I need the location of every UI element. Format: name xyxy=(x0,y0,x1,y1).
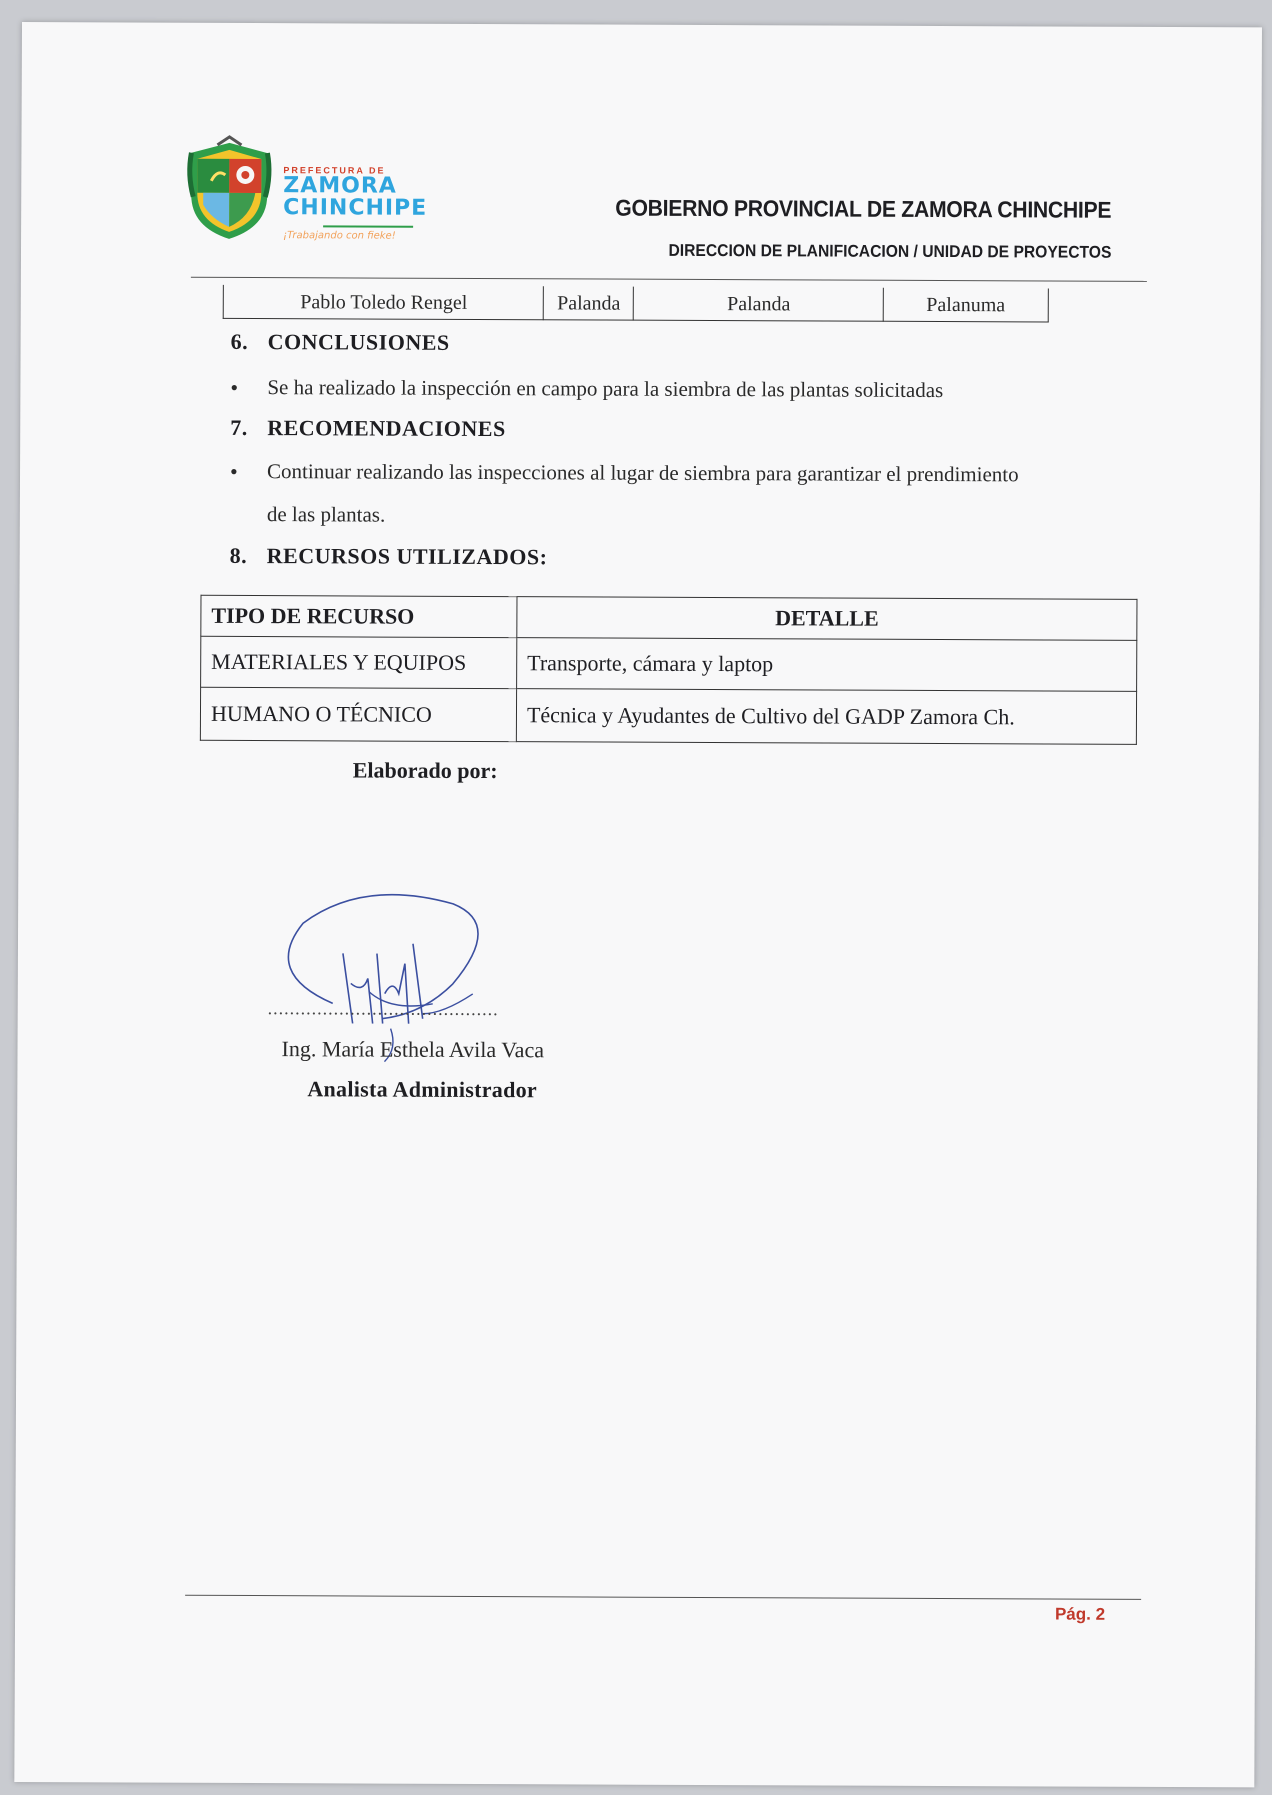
section-title: CONCLUSIONES xyxy=(267,329,450,355)
section-title: RECURSOS UTILIZADOS: xyxy=(266,543,548,570)
logo-name-zamora: ZAMORA xyxy=(283,173,397,199)
section-number: 7. xyxy=(230,414,248,440)
logo-name-chinchipe: CHINCHIPE xyxy=(283,195,428,221)
signer-name: Ing. María Esthela Avila Vaca xyxy=(281,1036,545,1063)
resources-table xyxy=(200,595,1138,745)
prefectura-wordmark xyxy=(283,165,427,242)
conclusion-bullet xyxy=(230,374,944,403)
section-number: 8. xyxy=(229,542,248,568)
signer-role: Analista Administrador xyxy=(307,1076,538,1103)
recommendation-bullet xyxy=(229,458,1019,487)
header-divider xyxy=(191,277,1147,282)
table-cell: HUMANO O TÉCNICO xyxy=(200,687,516,741)
previous-row-cell: Palanda xyxy=(543,286,634,320)
table-row xyxy=(201,636,1137,691)
section-title: RECOMENDACIONES xyxy=(267,415,506,442)
table-row xyxy=(200,687,1136,744)
header-subtitle: DIRECCION DE PLANIFICACION / UNIDAD DE PROYECTOS xyxy=(668,240,1112,262)
table-header-cell: DETALLE xyxy=(517,597,1137,641)
elaborado-por-label: Elaborado por: xyxy=(352,757,498,784)
signature-line: .......................................... xyxy=(267,998,499,1020)
page-number: Pág. 2 xyxy=(1054,1604,1106,1624)
section-heading-recomendaciones xyxy=(230,415,506,442)
footer-divider xyxy=(185,1595,1141,1600)
conclusion-text: Se ha realizado la inspección en campo para la siembra de las plantas solicitadas xyxy=(267,375,944,403)
previous-row-cell: Palanuma xyxy=(883,288,1049,323)
previous-table-row xyxy=(223,285,1049,323)
table-cell: Transporte, cámara y laptop xyxy=(517,638,1137,692)
recommendation-text-line1: Continuar realizando las inspecciones al lugar de siembra para garantizar el prendimiento xyxy=(266,459,1019,487)
prefectura-shield-logo xyxy=(181,135,278,250)
document-page xyxy=(14,22,1262,1787)
section-heading-conclusiones xyxy=(231,329,450,356)
logo-prefectura-label: PREFECTURA DE xyxy=(283,165,386,176)
previous-row-cell: Pablo Toledo Rengel xyxy=(223,285,544,320)
table-header-cell: TIPO DE RECURSO xyxy=(201,595,517,637)
bullet-icon: • xyxy=(230,374,239,400)
table-cell: Técnica y Ayudantes de Cultivo del GADP Zamora Ch. xyxy=(516,689,1136,745)
logo-slogan: ¡Trabajando con fieke! xyxy=(283,230,396,242)
bullet-icon: • xyxy=(229,458,238,484)
table-cell: MATERIALES Y EQUIPOS xyxy=(201,636,517,688)
header-title: GOBIERNO PROVINCIAL DE ZAMORA CHINCHIPE xyxy=(615,194,1112,223)
recommendation-text-line2: de las plantas. xyxy=(266,502,386,527)
previous-row-cell: Palanda xyxy=(633,287,884,322)
section-heading-recursos xyxy=(230,543,548,570)
logo-divider xyxy=(323,225,413,227)
section-number: 6. xyxy=(230,328,249,354)
table-header-row xyxy=(201,595,1137,640)
